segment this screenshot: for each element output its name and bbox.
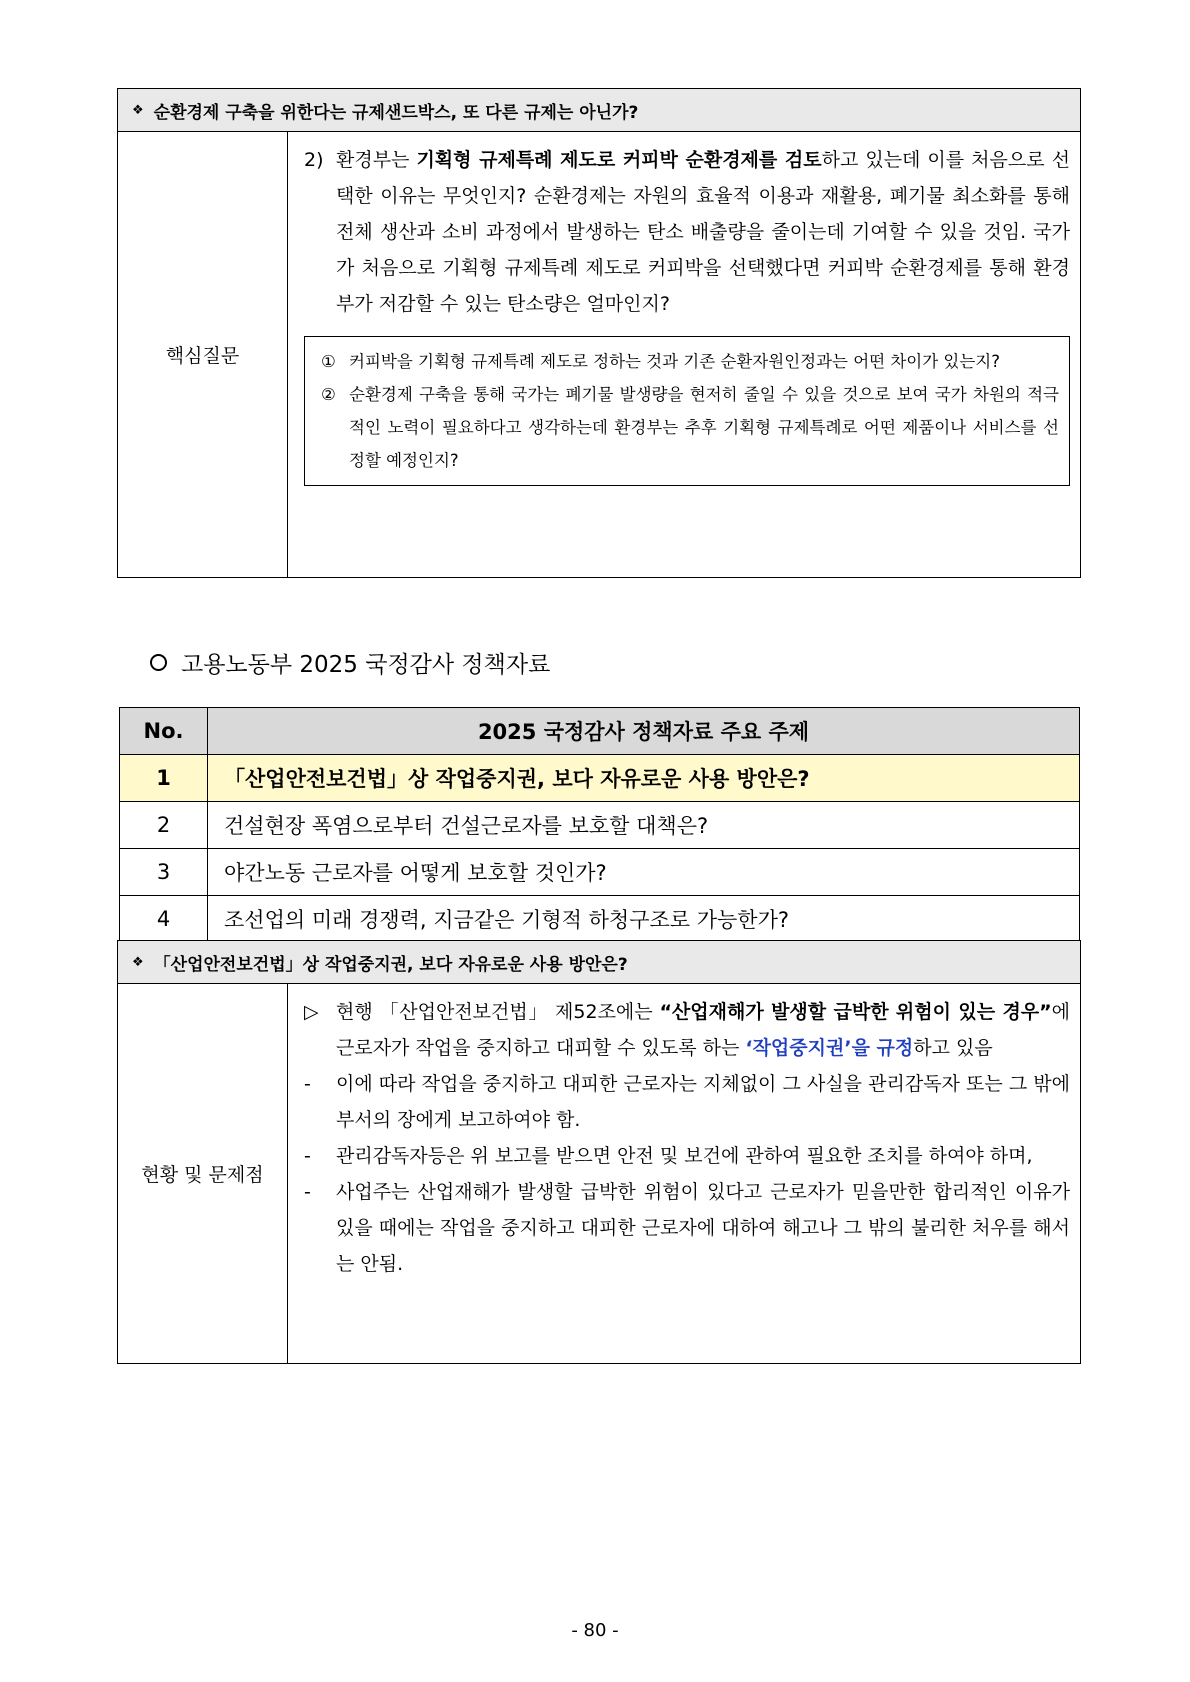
table-row: 1 「산업안전보건법」상 작업중지권, 보다 자유로운 사용 방안은? [120,755,1080,802]
list-item: - 이에 따라 작업을 중지하고 대피한 근로자는 지체없이 그 사실을 관리감독자 또는 그 밖에 부서의 장에게 보고하여야 함. [304,1073,1070,1131]
circle-bullet-icon [150,654,167,671]
list-item: ▷ 현행 「산업안전보건법」 제52조에는 “산업재해가 발생할 급박한 위험이 있는 경우”에 근로자가 작업을 중지하고 대피할 수 있도록 하는 ‘작업중지권’을 규정하고 있음 [304,994,1070,1066]
issue-box [117,940,1081,1364]
sub-question-item: ② 순환경제 구축을 통해 국가는 폐기물 발생량을 현저히 줄일 수 있을 것으로 보여 국가 차원의 적극적인 노력이 필요하다고 생각하는데 환경부는 추후 기획형 규제특례로 어떤 제품이나 서비스를 선정할 예정인지? [321,378,1059,477]
sub-question-box [304,336,1070,486]
question-paragraph: 2) 환경부는 기획형 규제특례 제도로 커피박 순환경제를 검토하고 있는데 이를 처음으로 선택한 이유는 무엇인지? 순환경제는 자원의 효율적 이용과 재활용, 폐기물 최소화를 통해 전체 생산과 소비 과정에서 발생하는 탄소 배출량을 줄이는데 기여할 수 있을 것임. 국가가 처음으로 기획형 규제특례 제도로 커피박을 선택했다면 커피박 순환경제를 통해 환경부가 저감할 수 있는 탄소량은 얼마인지? [304,149,1070,315]
table-row: 3 야간노동 근로자를 어떻게 보호할 것인가? [120,849,1080,896]
column-header-topic: 2025 국정감사 정책자료 주요 주제 [208,708,1080,755]
table-row: 4 조선업의 미래 경쟁력, 지금같은 기형적 하청구조로 가능한가? [120,896,1080,943]
question-box-header [118,89,1080,132]
question-box [117,88,1081,578]
issue-box-title: 「산업안전보건법」상 작업중지권, 보다 자유로운 사용 방안은? [153,954,628,975]
page-number: - 80 - [571,1620,619,1641]
diamond-bullet-icon: ❖ [132,954,144,970]
circled-number-1: ① [321,352,336,371]
table-header-row [120,708,1080,755]
table-row: 2 건설현장 폭염으로부터 건설근로자를 보호할 대책은? [120,802,1080,849]
list-item: - 사업주는 산업재해가 발생할 급박한 위험이 있다고 근로자가 믿을만한 합리적인 이유가 있을 때에는 작업을 중지하고 대피한 근로자에 대하여 해고나 그 밖의 불리한 처우를 해서는 안됨. [304,1181,1070,1275]
status-problem-label: 현황 및 문제점 [118,984,288,1363]
question-box-title: 순환경제 구축을 위한다는 규제샌드박스, 또 다른 규제는 아닌가? [153,102,639,123]
circled-number-2: ② [321,385,336,404]
sub-question-item: ① 커피박을 기획형 규제특례 제도로 정하는 것과 기존 순환자원인정과는 어떤 차이가 있는지? [321,345,1059,378]
key-question-label: 핵심질문 [118,132,288,577]
topics-table [119,707,1080,943]
issue-box-header [118,941,1080,984]
list-item: - 관리감독자등은 위 보고를 받으면 안전 및 보건에 관하여 필요한 조치를 하여야 하며, [304,1145,1033,1167]
column-header-no: No. [120,708,208,755]
section-title: 고용노동부 2025 국정감사 정책자료 [150,646,550,679]
status-problem-content [288,984,1080,1363]
key-question-content [288,132,1080,577]
diamond-bullet-icon: ❖ [132,102,144,118]
status-list [304,994,1070,1282]
triangle-bullet-icon: ▷ [304,1001,319,1023]
